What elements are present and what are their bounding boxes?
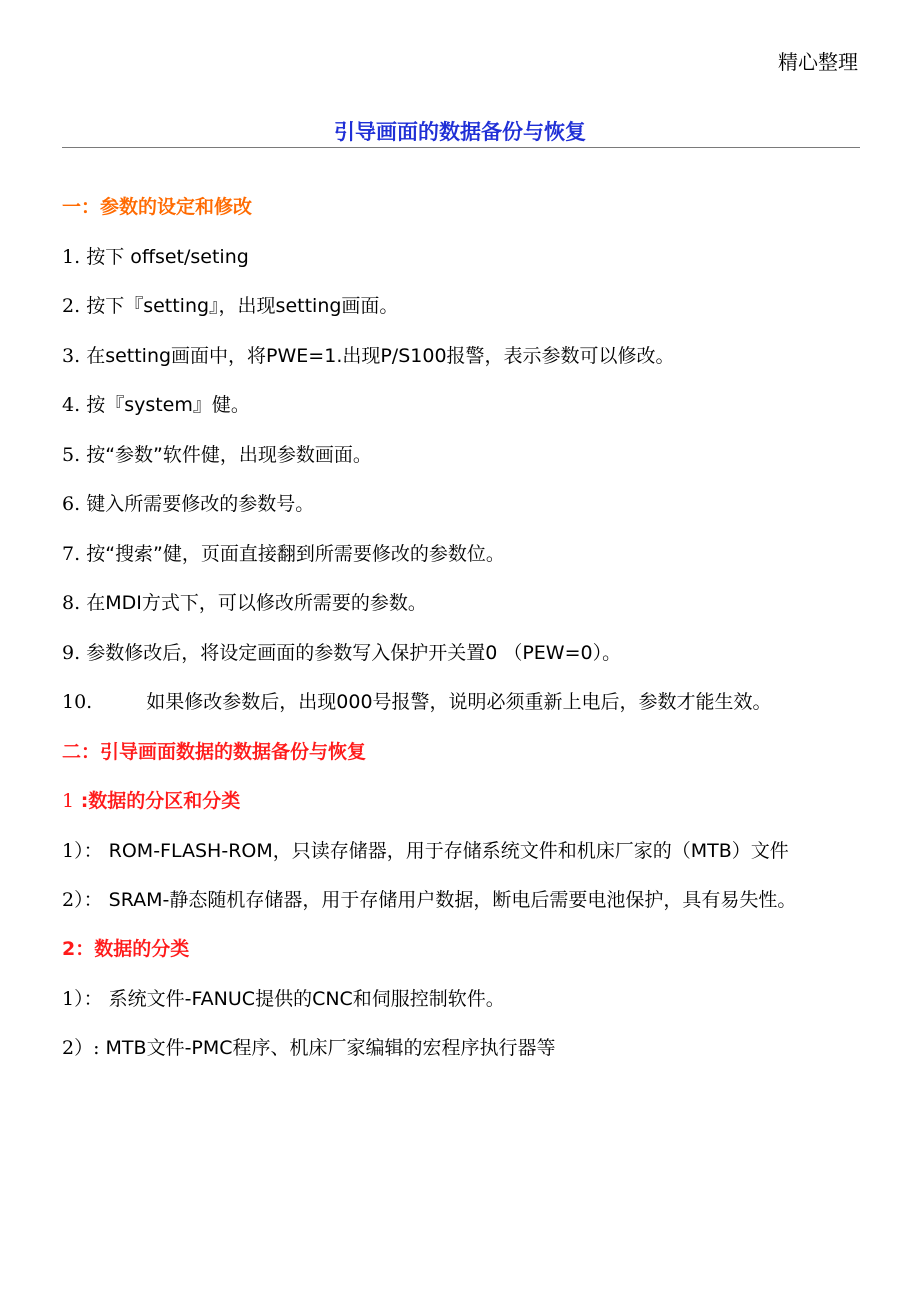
- step-8: [62, 588, 862, 618]
- step-number: 6.: [62, 493, 81, 515]
- item-number: 1）：: [62, 839, 103, 862]
- step-number: 3.: [62, 344, 81, 367]
- item-text: ROM-FLASH-ROM，只读存储器，用于存储系统文件和机床厂家的（MTB）文件: [108, 839, 789, 862]
- item-text: 系统文件-FANUC提供的CNC和伺服控制软件。: [108, 987, 505, 1010]
- step-text: 按“参数”软件健，出现参数画面。: [86, 443, 372, 466]
- step-number: 2.: [62, 295, 81, 317]
- partition-item-1: [62, 836, 862, 866]
- step-10: [62, 687, 862, 717]
- step-text: 按“搜索”健，页面直接翻到所需要修改的参数位。: [86, 542, 505, 565]
- section1-heading: 一：参数的设定和修改: [62, 196, 253, 218]
- category-item-1: [62, 984, 862, 1014]
- item-number: 1）：: [62, 987, 103, 1010]
- subsection-number: 1: [62, 790, 75, 812]
- step-text: 键入所需要修改的参数号。: [86, 493, 315, 515]
- item-text: SRAM-静态随机存储器，用于存储用户数据，断电后需要电池保护，具有易失性。: [108, 889, 797, 911]
- step-text: 在setting画面中，将PWE=1.出现P/S100报警，表示参数可以修改。: [86, 344, 675, 367]
- section2-heading: 二：引导画面数据的数据备份与恢复: [62, 740, 367, 763]
- step-number: 8.: [62, 592, 81, 614]
- item-text: MTB文件-PMC程序、机床厂家编辑的宏程序执行器等: [105, 1037, 556, 1059]
- step-6: [62, 489, 862, 519]
- step-number: 10.: [62, 691, 93, 713]
- title-divider: [62, 147, 860, 148]
- item-number: 2）：: [62, 889, 103, 911]
- step-1: [62, 242, 862, 272]
- subsection1-heading: [62, 786, 862, 816]
- step-9: [62, 638, 862, 668]
- item-number: 2）:: [62, 1037, 106, 1059]
- category-item-2: [62, 1033, 862, 1063]
- step-4: [62, 390, 862, 420]
- step-number: 5.: [62, 443, 81, 466]
- subsection2-heading: 2：数据的分类: [62, 938, 190, 960]
- partition-item-2: [62, 875, 862, 925]
- step-text: 在MDI方式下，可以修改所需要的参数。: [86, 592, 427, 614]
- header-note: 精心整理: [778, 50, 858, 74]
- subsection-title: :数据的分区和分类: [74, 790, 241, 812]
- step-text: 按『system』健。: [86, 394, 250, 416]
- step-2: [62, 291, 862, 321]
- document-body: [62, 192, 862, 1083]
- step-text: 按下『setting』，出现setting画面。: [86, 295, 399, 317]
- step-5: [62, 440, 862, 470]
- step-number: 9.: [62, 641, 81, 664]
- step-text: 如果修改参数后，出现000号报警，说明必须重新上电后，参数才能生效。: [146, 691, 772, 713]
- step-3: [62, 341, 862, 371]
- step-number: 4.: [62, 394, 81, 416]
- step-7: [62, 539, 862, 569]
- step-number: 1.: [62, 245, 81, 268]
- step-text: 按下 offset/seting: [86, 245, 249, 268]
- step-text: 参数修改后，将设定画面的参数写入保护开关置0 （PEW=0）。: [86, 641, 622, 664]
- document-title: 引导画面的数据备份与恢复: [334, 120, 586, 144]
- step-number: 7.: [62, 542, 81, 565]
